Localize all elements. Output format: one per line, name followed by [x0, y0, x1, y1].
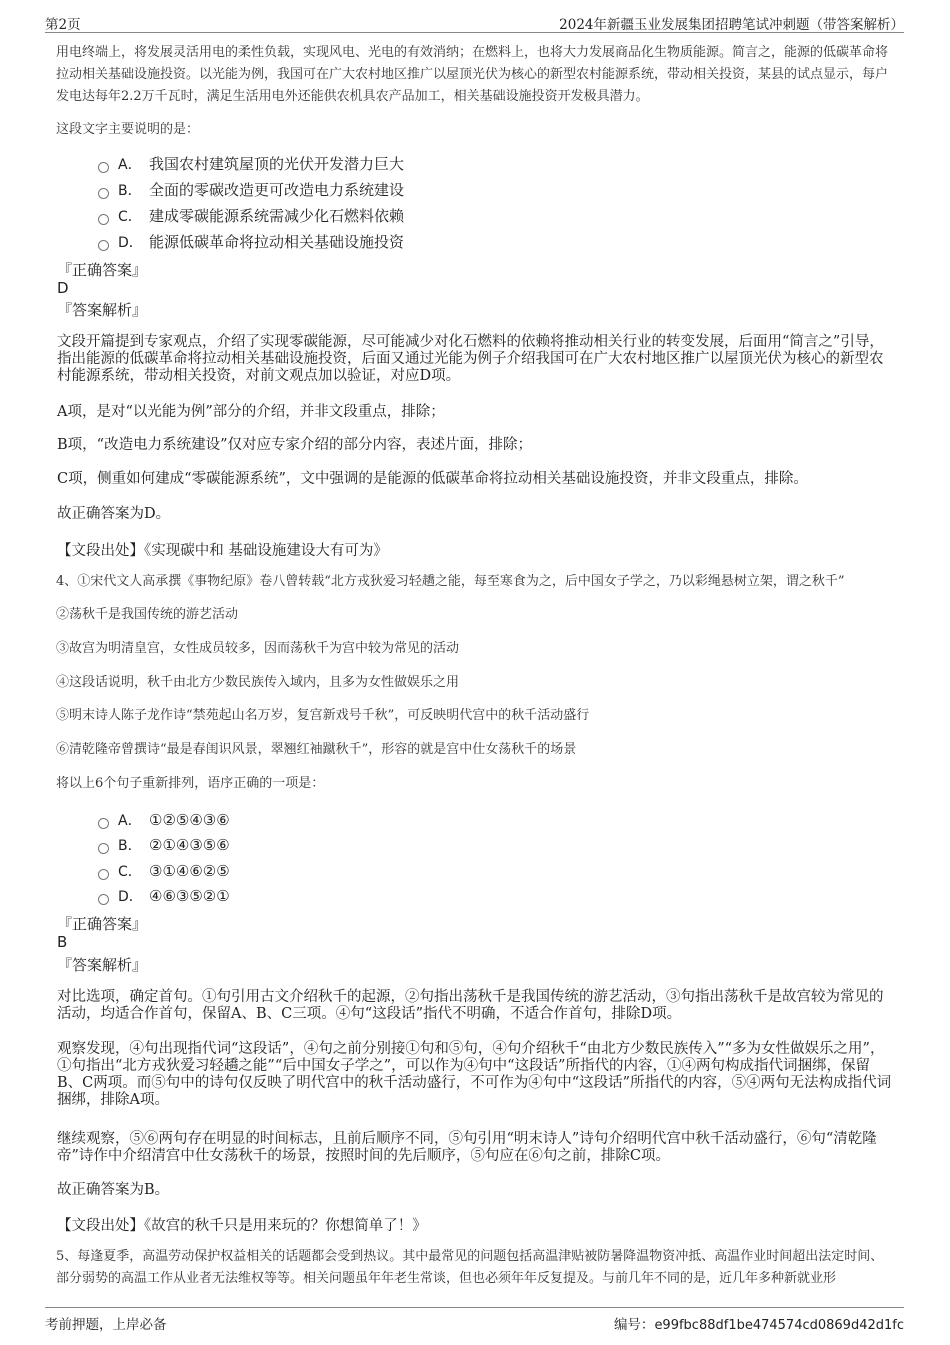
- page-footer: [45, 1307, 904, 1332]
- q4-conclusion: 故正确答案为B。: [57, 1182, 170, 1198]
- q4-stem: 4、①宋代文人高承撰《事物纪原》卷八曾转载“北方戎狄爱习轻趫之能，每至寒食为之，后中国女子学之，乃以彩绳悬树立架，谓之秋千”: [56, 574, 845, 589]
- q4-analysis-paragraph: 继续观察，⑤⑥两句存在明显的时间标志，且前后顺序不同，⑤句引用“明末诗人”诗句介绍明代宫中秋千活动盛行，⑥句“清乾隆帝”诗作中介绍清宫中仕女荡秋千的场景，按照时间的先后顺序，⑤句应在⑥句之前，排除C项。: [57, 1131, 877, 1164]
- q4-source: 【文段出处】《故宫的秋千只是用来玩的？你想简单了！》: [57, 1218, 427, 1234]
- radio-icon[interactable]: [98, 843, 109, 854]
- document-code: 编号：e99fbc88df1be474574cd0869d42d1fc: [613, 1317, 904, 1333]
- q3-option-b[interactable]: B． 全面的零碳改造更可改造电力系统建设: [98, 179, 404, 201]
- q4-sentence: ⑥清乾隆帝曾撰诗“最是春闺识风景，翠翘红袖蹴秋千”，形容的就是宫中仕女荡秋千的场景: [56, 742, 577, 757]
- q5-stem: 5、每逢夏季，高温劳动保护权益相关的话题都会受到热议。其中最常见的问题包括高温津贴被防暑降温物资冲抵、高温作业时间超出法定时间、部分弱势的高温工作从业者无法维权等等。相关问题虽年年老生常谈，但也必须年年反复提及。与前几年不同的是，近几年多种新就业形: [56, 1249, 884, 1286]
- radio-icon[interactable]: [98, 188, 109, 199]
- footer-slogan: 考前押题，上岸必备: [45, 1317, 167, 1333]
- q3-analysis-paragraph: 文段开篇提到专家观点，介绍了实现零碳能源，尽可能减少对化石燃料的依赖将推动相关行业的转变发展，后面用“简言之”引导，指出能源的低碳革命将拉动相关基础设施投资，后面又通过光能为例子介绍我国可在广大农村地区推广以屋顶光伏为核心的新型农村能源系统，带动相关投资，对前文观点加以验证，对应D项。: [57, 334, 884, 384]
- q3-question: 这段文字主要说明的是：: [56, 122, 200, 137]
- q3-analysis-label: 『答案解析』: [57, 301, 148, 319]
- q3-analysis-paragraph: A项，是对“以光能为例”部分的介绍，并非文段重点，排除；: [57, 404, 445, 420]
- q4-analysis-paragraph: 观察发现，④句出现指代词“这段话”，④句之前分别接①句和⑤句，④句介绍秋千“由北方少数民族传入”“多为女性做娱乐之用”，①句指出“北方戎狄爱习轻趫之能”“后中国女子学之”，可以作为④句中“这段话”所指代的内容，①④两句构成指代词捆绑，保留B、C两项。而⑤句中的诗句仅反映了明代宫中的秋千活动盛行，不可作为④句中“这段话”所指代的内容，⑤④两句无法构成指代词捆绑，排除A项。: [57, 1041, 892, 1108]
- q4-option-c[interactable]: C． ③①④⑥②⑤: [98, 860, 230, 882]
- document-title: 2024年新疆玉业发展集团招聘笔试冲刺题（带答案解析）: [559, 17, 904, 33]
- q4-sentence: ③故宫为明清皇宫，女性成员较多，因而荡秋千为宫中较为常见的活动: [56, 641, 460, 656]
- radio-icon[interactable]: [98, 240, 109, 251]
- radio-icon[interactable]: [98, 869, 109, 880]
- q3-option-c[interactable]: C． 建成零碳能源系统需减少化石燃料依赖: [98, 205, 404, 227]
- radio-icon[interactable]: [98, 214, 109, 225]
- q4-answer-label: 『正确答案』: [57, 915, 148, 933]
- q4-sentence: ⑤明末诗人陈子龙作诗“禁苑起山名万岁，复宫新戏号千秋”，可反映明代宫中的秋千活动盛行: [56, 708, 590, 723]
- q3-analysis-paragraph: C项，侧重如何建成“零碳能源系统”，文中强调的是能源的低碳革命将拉动相关基础设施投资，并非文段重点，排除。: [57, 471, 808, 487]
- q3-option-d[interactable]: D． 能源低碳革命将拉动相关基础设施投资: [98, 231, 404, 253]
- page-header: [45, 10, 904, 33]
- q4-sentence: ②荡秋千是我国传统的游艺活动: [56, 607, 239, 622]
- radio-icon[interactable]: [98, 818, 109, 829]
- q4-sentence: ④这段话说明，秋千由北方少数民族传入域内，且多为女性做娱乐之用: [56, 675, 460, 690]
- q3-answer: D: [57, 279, 69, 297]
- q4-question: 将以上6个句子重新排列，语序正确的一项是：: [56, 776, 325, 791]
- q3-passage-tail: 用电终端上，将发展灵活用电的柔性负载，实现风电、光电的有效消纳；在燃料上，也将大力发展商品化生物质能源。简言之，能源的低碳革命将拉动相关基础设施投资。以光能为例，我国可在广大农村地区推广以屋顶光伏为核心的新型农村能源系统，带动相关投资，某县的试点显示，每户发电达每年2.2万千瓦时，满足生活用电外还能供农机具农产品加工，相关基础设施投资开发极具潜力。: [56, 45, 889, 104]
- q4-analysis-paragraph: 对比选项，确定首句。①句引用古文介绍秋千的起源，②句指出荡秋千是我国传统的游艺活动，③句指出荡秋千是故宫较为常见的活动，均适合作首句，保留A、B、C三项。④句“这段话”指代不明确，不适合作首句，排除D项。: [57, 989, 884, 1022]
- q3-source: 【文段出处】《实现碳中和 基础设施建设大有可为》: [57, 543, 388, 559]
- q4-analysis-label: 『答案解析』: [57, 956, 148, 974]
- q3-option-a[interactable]: A． 我国农村建筑屋顶的光伏开发潜力巨大: [98, 153, 404, 175]
- q4-option-b[interactable]: B． ②①④③⑤⑥: [98, 834, 230, 856]
- q4-option-d[interactable]: D． ④⑥③⑤②①: [98, 885, 230, 907]
- q3-conclusion: 故正确答案为D。: [57, 506, 171, 522]
- radio-icon[interactable]: [98, 894, 109, 905]
- q3-answer-label: 『正确答案』: [57, 261, 148, 279]
- page-number: 第2页: [45, 17, 81, 33]
- q4-answer: B: [57, 933, 68, 951]
- radio-icon[interactable]: [98, 162, 109, 173]
- q3-analysis-paragraph: B项，“改造电力系统建设”仅对应专家介绍的部分内容，表述片面，排除；: [57, 437, 532, 453]
- q4-option-a[interactable]: A． ①②⑤④③⑥: [98, 809, 230, 831]
